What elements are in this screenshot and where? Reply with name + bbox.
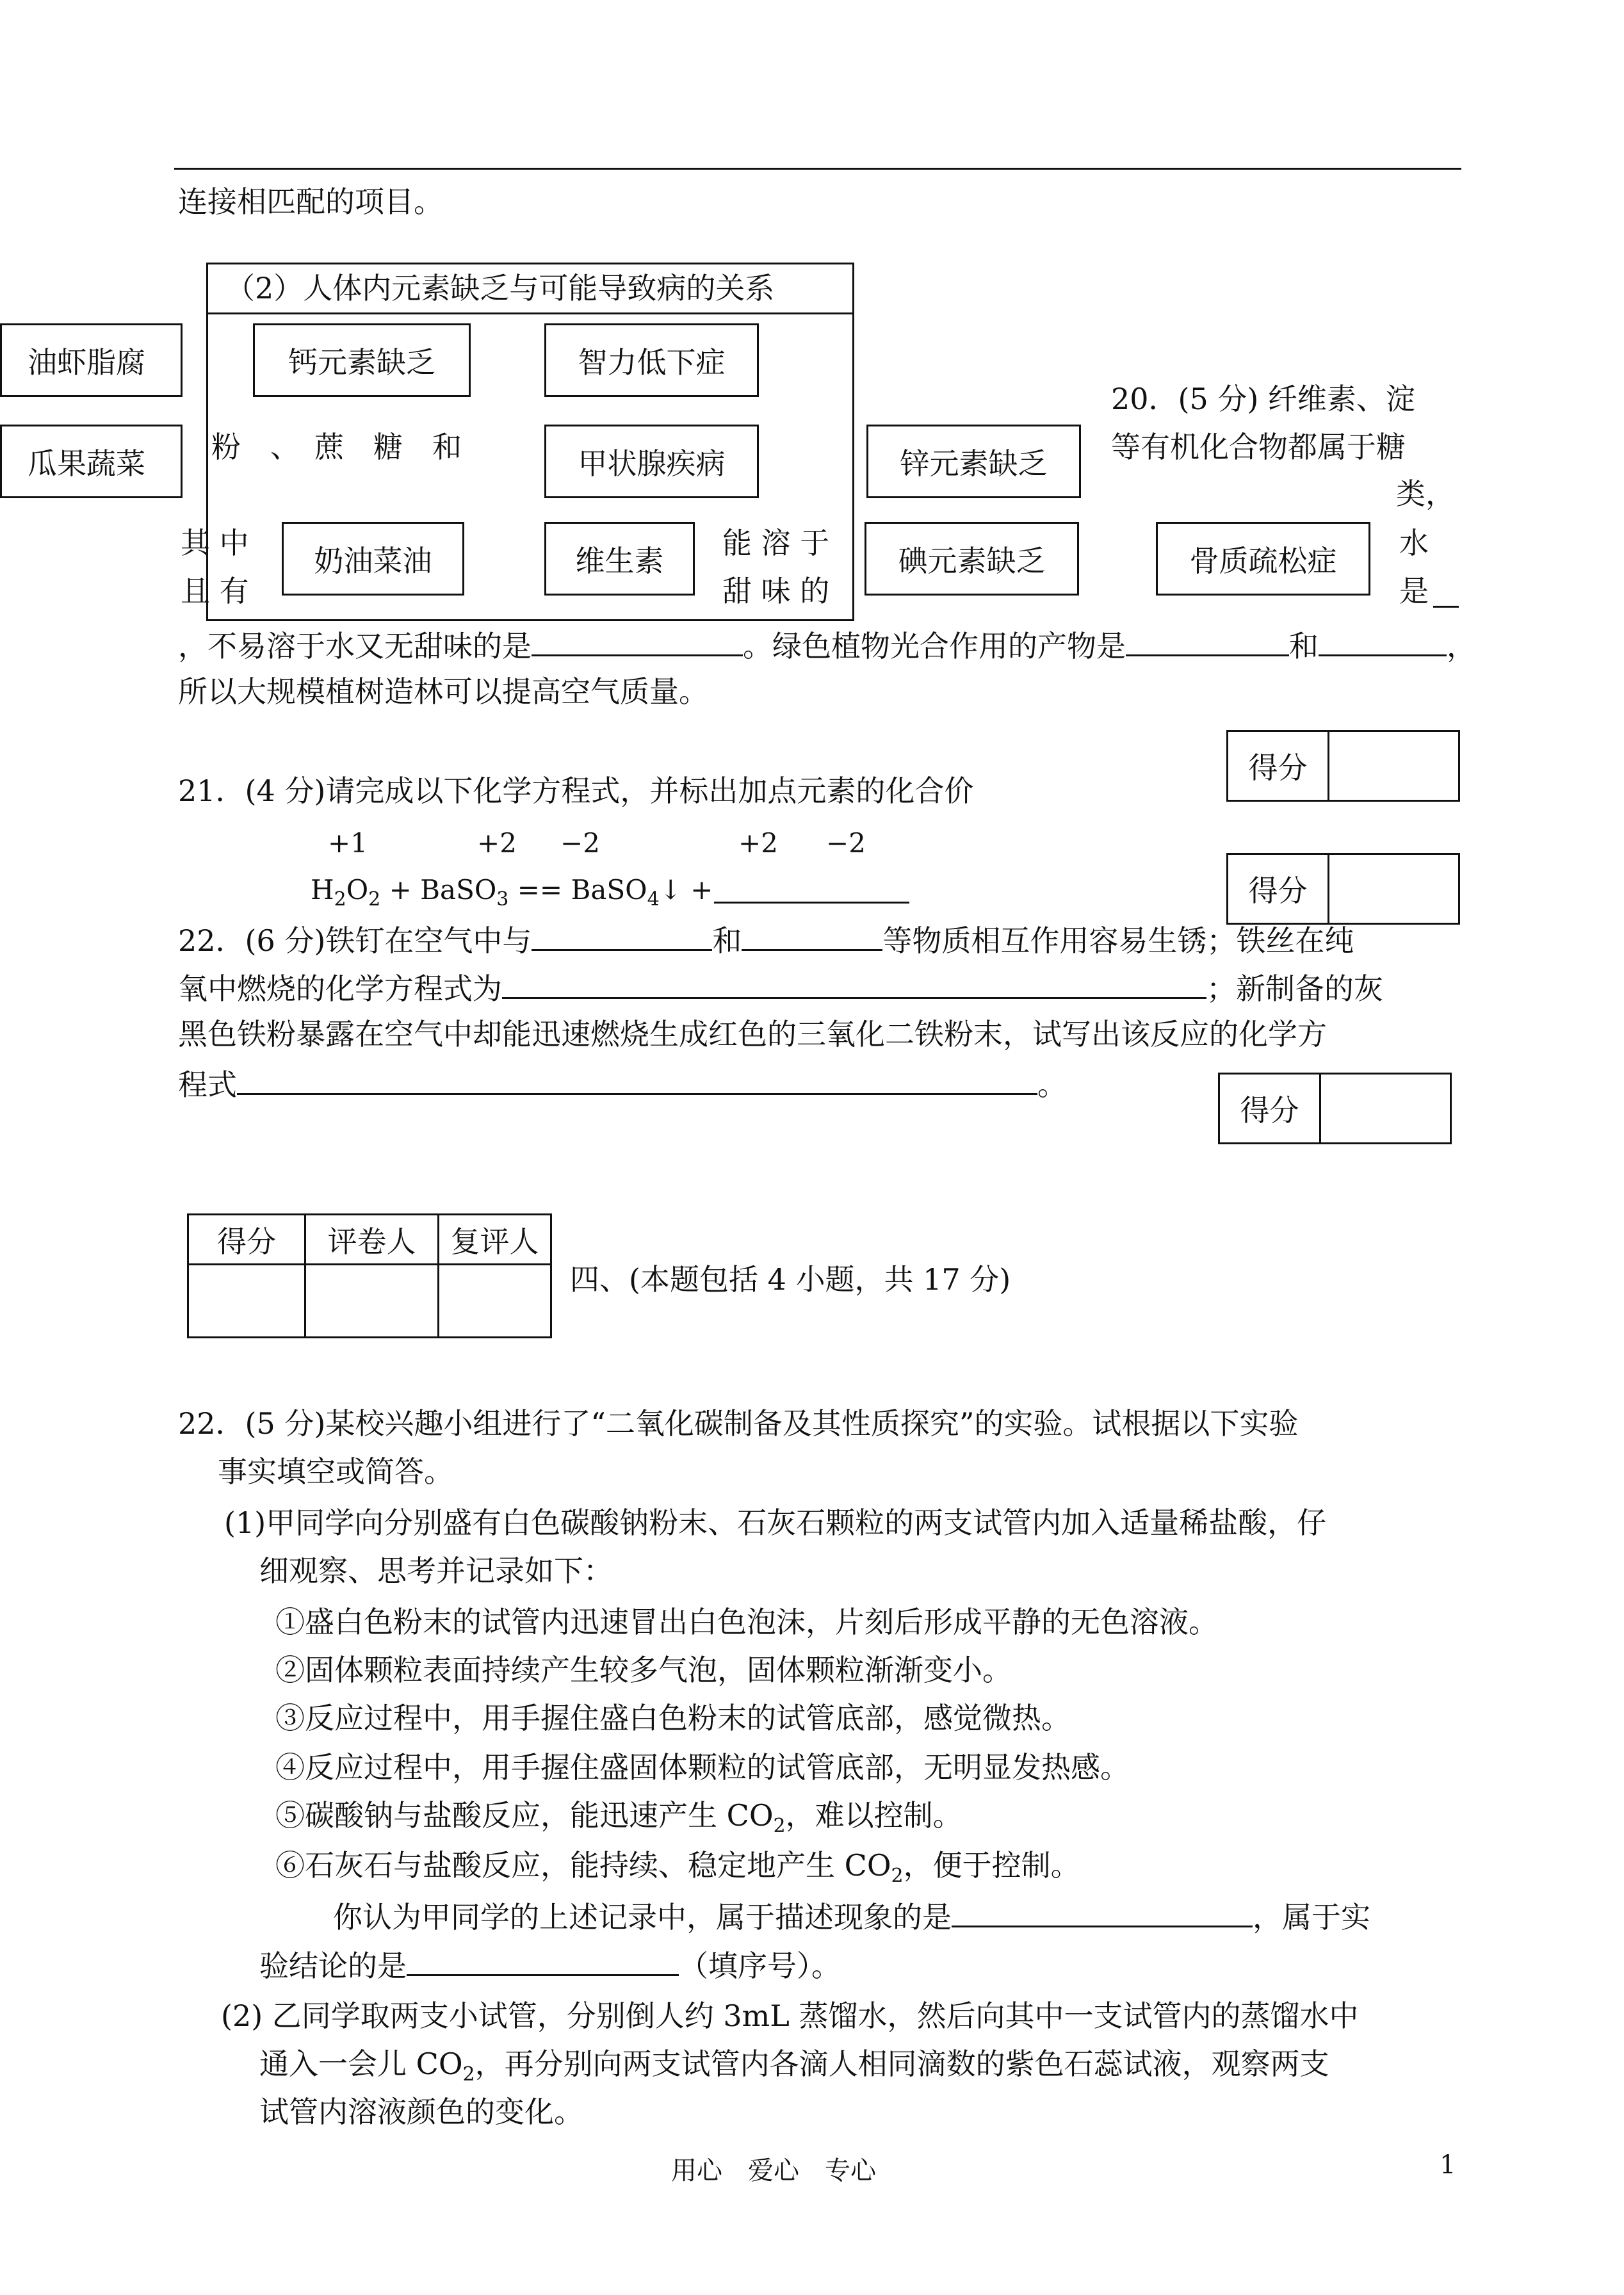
q22b-blank-2[interactable] <box>407 1949 679 1976</box>
q22a-blank-2[interactable] <box>742 923 882 951</box>
q20-line2: 等有机化合物都属于糖 <box>1111 430 1406 464</box>
grading-cell-grader[interactable] <box>305 1265 439 1338</box>
eq-sub-2b: 2 <box>368 888 381 911</box>
valence-ba2: +2 <box>738 827 778 859</box>
q22a-line4 <box>178 1067 1067 1102</box>
q20-frag-shi: 是 <box>1399 574 1429 608</box>
p2b1: 通入一会儿 CO <box>259 2047 463 2081</box>
item5-sub: 2 <box>773 1815 786 1837</box>
p2b2: ，再分别向两支试管内各滴人相同滴数的紫色石蕊试液，观察两支 <box>475 2047 1329 2081</box>
eq-sub-3: 3 <box>496 888 509 911</box>
q22a-l2b: ；新制备的灰 <box>1206 971 1383 1006</box>
q22b-item-2: ②固体颗粒表面持续产生较多气泡，固体颗粒渐渐变小。 <box>275 1653 1012 1687</box>
q22a-l1c: 等物质相互作用容易生锈；铁丝在纯 <box>882 923 1354 958</box>
q22a-blank-3[interactable] <box>502 971 1206 999</box>
footer-text: 用心 爱心 专心 <box>671 2156 876 2186</box>
valence-s1: −2 <box>560 827 600 859</box>
q22a-l4b: 。 <box>1037 1067 1067 1102</box>
q22a-l2a: 氧中燃烧的化学方程式为 <box>178 971 502 1006</box>
item6-sub: 2 <box>891 1865 904 1887</box>
q20-line-a <box>178 629 1476 661</box>
q22b-item-5 <box>275 1798 962 1837</box>
q22a-line1 <box>178 923 1354 958</box>
box-thyroid-disease: 甲状腺疾病 <box>544 425 759 498</box>
food-box-oil-fish: 油虾脂腐 <box>0 323 183 397</box>
score-box-2 <box>1226 853 1460 925</box>
food-box-fruit-veg: 瓜果蔬菜 <box>0 425 183 498</box>
q22b-question-1 <box>333 1900 1370 1932</box>
score-box-3 <box>1218 1073 1452 1144</box>
q22a-l4a: 程式 <box>178 1067 237 1102</box>
q2b: （填序号）。 <box>679 1949 841 1983</box>
score-cell-2[interactable] <box>1329 854 1459 924</box>
q20-blank-3[interactable] <box>1319 629 1447 656</box>
valence-h: +1 <box>328 827 368 859</box>
q22b-item-6 <box>275 1848 1080 1887</box>
q22b-line2: 事实填空或简答。 <box>218 1454 453 1489</box>
q22a-blank-4[interactable] <box>237 1067 1037 1095</box>
q22b-part2-c: 试管内溶液颜色的变化。 <box>259 2095 583 2129</box>
box-osteoporosis: 骨质疏松症 <box>1156 522 1370 596</box>
q22a-l1a: 22．(6 分)铁钉在空气中与 <box>178 923 532 958</box>
q20-blank-2[interactable] <box>1126 629 1289 656</box>
score-cell-3[interactable] <box>1320 1074 1451 1144</box>
score-label-3: 得分 <box>1219 1074 1320 1144</box>
q20-a3: 和 <box>1289 629 1319 663</box>
q21-blank[interactable] <box>714 902 909 904</box>
box-vitamin: 维生素 <box>544 522 695 596</box>
section-4-title: 四、(本题包括 4 小题，共 17 分) <box>570 1262 1011 1297</box>
p2b-sub: 2 <box>462 2063 475 2086</box>
header-rule <box>174 168 1461 170</box>
item5-end: ，难以控制。 <box>785 1798 962 1833</box>
score-box-1 <box>1226 730 1460 802</box>
q22a-l1b: 和 <box>712 923 742 958</box>
q1a: 你认为甲同学的上述记录中，属于描述现象的是 <box>333 1900 952 1934</box>
q22b-item-4: ④反应过程中，用手握住盛固体颗粒的试管底部，无明显发热感。 <box>275 1750 1130 1785</box>
grading-header-score: 得分 <box>188 1215 305 1265</box>
q22b-question-2 <box>259 1949 841 1981</box>
box-butter-oil: 奶油菜油 <box>282 522 464 596</box>
q20-line-b: 所以大规模植树造林可以提高空气质量。 <box>178 674 708 709</box>
eq-sub-2: 2 <box>334 888 346 911</box>
q21-equation <box>311 874 713 911</box>
item5-text: ⑤碳酸钠与盐酸反应，能迅速产生 CO <box>275 1798 774 1833</box>
score-label-2: 得分 <box>1228 854 1329 924</box>
box-iodine-deficiency: 碘元素缺乏 <box>865 522 1079 596</box>
q20-frag-qizhong: 其 中 <box>181 526 249 560</box>
q22b-line1: 22．(5 分)某校兴趣小组进行了“二氧化碳制备及其性质探究”的实验。试根据以下实验 <box>178 1406 1299 1441</box>
box-zinc-deficiency: 锌元素缺乏 <box>866 425 1081 498</box>
q20-blank-1[interactable] <box>532 629 743 656</box>
grading-header-grader: 评卷人 <box>305 1215 439 1265</box>
q20-frag-shui: 水 <box>1399 526 1429 560</box>
q22b-item-3: ③反应过程中，用手握住盛白色粉末的试管底部，感觉微热。 <box>275 1701 1071 1735</box>
eq-o: O <box>346 874 369 905</box>
q20-a4: ， <box>1447 629 1476 663</box>
eq-eq: == BaSO <box>508 874 647 905</box>
q20-frag-nengrong: 能 溶 于 <box>722 526 830 560</box>
grading-table <box>187 1213 552 1338</box>
q22b-part2-b <box>259 2049 1329 2084</box>
eq-mid: + BaSO <box>380 874 497 905</box>
q22b-blank-1[interactable] <box>952 1900 1253 1927</box>
q20-line1: 20．(5 分) 纤维素、淀 <box>1111 382 1415 416</box>
box-mental-retardation: 智力低下症 <box>544 323 759 397</box>
valence-s2: −2 <box>826 827 866 859</box>
item6-end: ，便于控制。 <box>903 1848 1080 1883</box>
matching-title-rule <box>206 312 854 314</box>
q20-frag-qieyou: 且 有 <box>181 574 249 608</box>
q22b-item-1: ①盛白色粉末的试管内迅速冒出白色泡沫，片刻后形成平静的无色溶液。 <box>275 1605 1218 1639</box>
q20-frag-lei: 类， <box>1396 476 1455 511</box>
eq-h: H <box>311 874 334 905</box>
q20-a1: ，不易溶于水又无甜味的是 <box>178 629 532 663</box>
q20-frag-fen: 粉 、 蔗 糖 和 <box>211 430 462 464</box>
q22b-part1-b: 细观察、思考并记录如下： <box>259 1553 613 1588</box>
q22a-line2 <box>178 971 1383 1006</box>
grading-cell-score[interactable] <box>188 1265 305 1338</box>
q22b-part1-a: (1)甲同学向分别盛有白色碳酸钠粉末、石灰石颗粒的两支试管内加入适量稀盐酸，仔 <box>224 1505 1327 1540</box>
grading-header-reviewer: 复评人 <box>439 1215 551 1265</box>
q20-blank-0[interactable] <box>1433 606 1459 608</box>
q22a-blank-1[interactable] <box>532 923 712 951</box>
item6-text: ⑥石灰石与盐酸反应，能持续、稳定地产生 CO <box>275 1848 891 1883</box>
box-calcium-deficiency: 钙元素缺乏 <box>253 323 471 397</box>
q22a-line3: 黑色铁粉暴露在空气中却能迅速燃烧生成红色的三氧化二铁粉末，试写出该反应的化学方 <box>178 1017 1327 1051</box>
page-number: 1 <box>1440 2150 1456 2180</box>
q22b-part2-a: (2) 乙同学取两支小试管，分别倒人约 3mL 蒸馏水，然后向其中一支试管内的蒸馏水中 <box>221 1999 1359 2033</box>
eq-end: ↓ + <box>659 874 713 905</box>
intro-text: 连接相匹配的项目。 <box>178 184 443 219</box>
q21-text: 21．(4 分)请完成以下化学方程式，并标出加点元素的化合价 <box>178 774 974 808</box>
score-cell-1[interactable] <box>1329 731 1459 801</box>
eq-sub-4: 4 <box>647 888 660 911</box>
q2a: 验结论的是 <box>259 1949 407 1983</box>
q20-a2: 。绿色植物光合作用的产物是 <box>743 629 1126 663</box>
valence-ba1: +2 <box>477 827 517 859</box>
matching-title: （2）人体内元素缺乏与可能导致病的关系 <box>225 271 775 305</box>
score-label-1: 得分 <box>1228 731 1329 801</box>
q1b: ，属于实 <box>1253 1900 1370 1934</box>
q20-frag-tianwei: 甜 味 的 <box>722 574 830 608</box>
grading-cell-reviewer[interactable] <box>439 1265 551 1338</box>
